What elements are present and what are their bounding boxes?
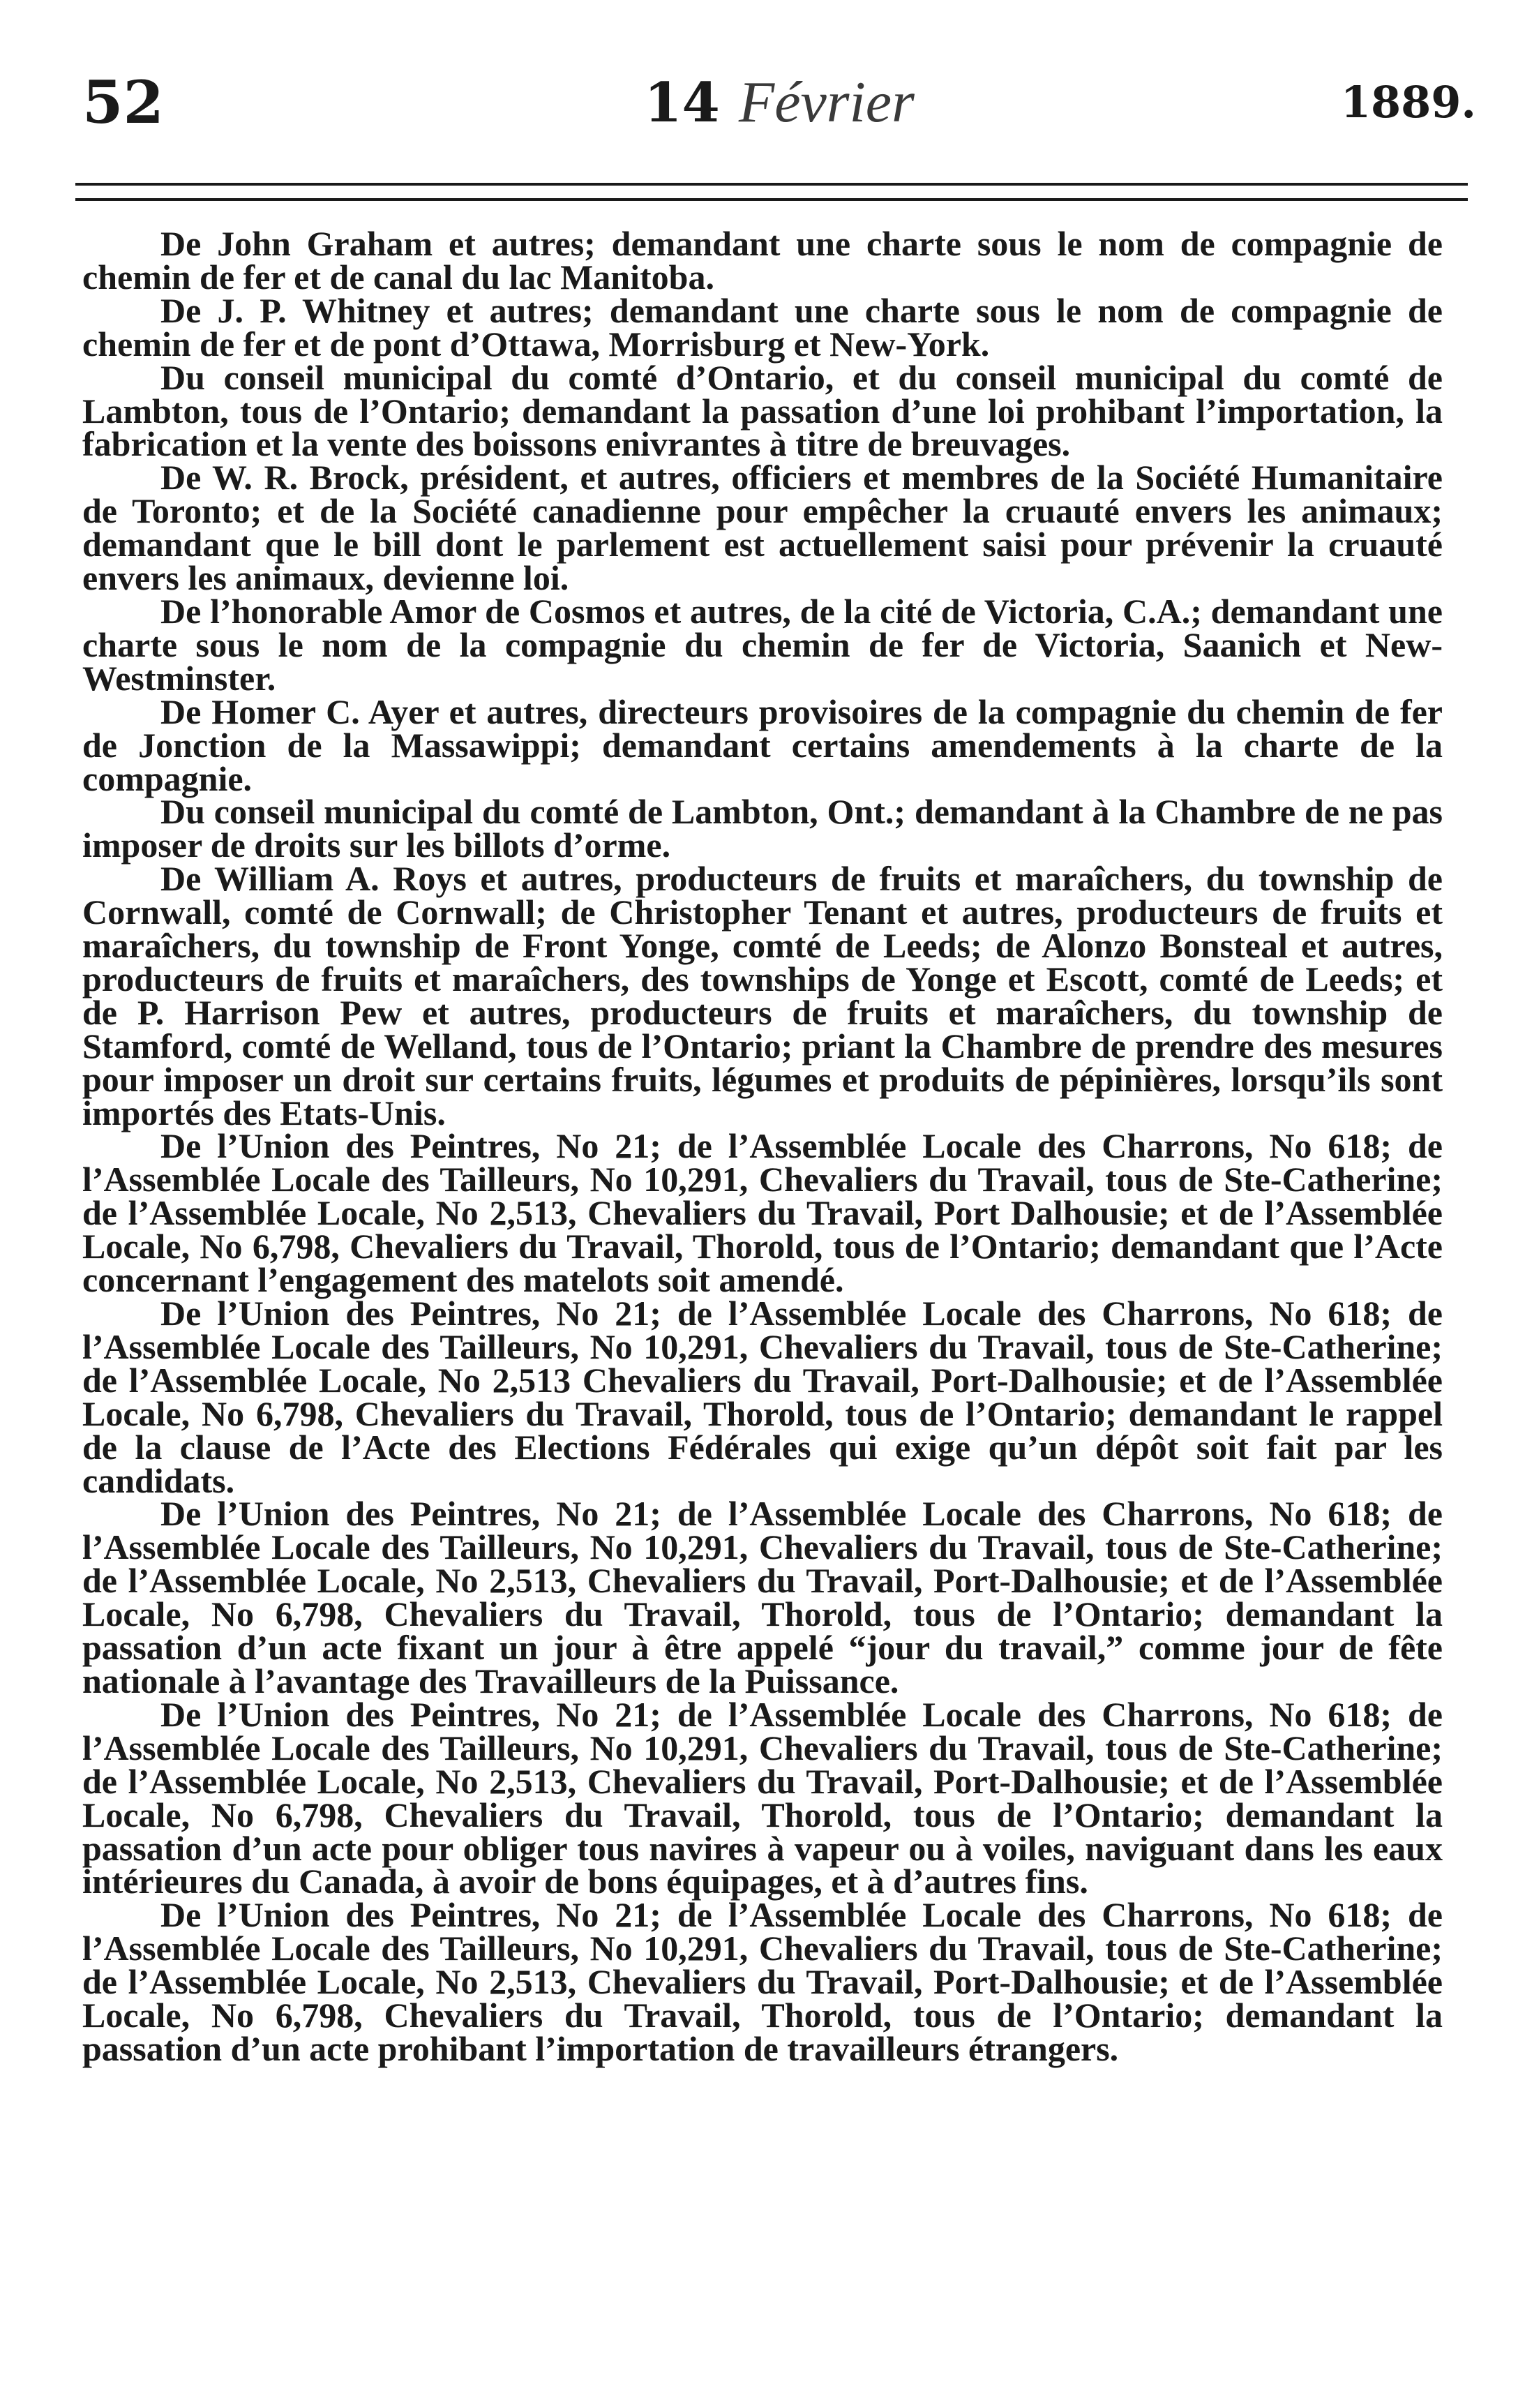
petition-paragraph: De l’Union des Peintres, No 21; de l’Assemblée Locale des Charrons, No 618; de l’Assemblée Locale des Tailleurs, No 10,291, Chevaliers du Travail, tous de Ste-Catherine; de l’Assemblée Locale, No 2,513, Chevaliers du Travail, Port-Dalhousie; et de l’Assemblée Locale, No 6,798, Chevaliers du Travail, Thorold, tous de l’Ontario; demandant la passation d’un acte prohibant l’importation de travailleurs étrangers.	[82, 1895, 1443, 2068]
header-double-rule	[75, 183, 1468, 201]
page-header	[82, 64, 1476, 141]
petition-paragraph: De W. R. Brock, président, et autres, officiers et membres de la Société Humanitaire de Toronto; et de la Société canadienne pour empêcher la cruauté envers les animaux; demandant que le bill dont le parlement est actuellement saisi pour prévenir la cruauté envers les animaux, devienne loi.	[82, 458, 1443, 598]
header-date	[82, 64, 1476, 142]
petitions-list	[82, 224, 1443, 2068]
petition-paragraph: De J. P. Whitney et autres; demandant une charte sous le nom de compagnie de chemin de fer et de pont d’Ottawa, Morrisburg et New-York.	[82, 290, 1443, 364]
petition-paragraph: Du conseil municipal du comté d’Ontario, et du conseil municipal du comté de Lambton, tous de l’Ontario; demandant la passation d’une loi prohibant l’importation, la fabrication et la vente des boissons enivrantes à titre de breuvages.	[82, 357, 1443, 464]
page-number: 52	[82, 68, 164, 137]
petition-paragraph: De l’Union des Peintres, No 21; de l’Assemblée Locale des Charrons, No 618; de l’Assemblée Locale des Tailleurs, No 10,291, Chevaliers du Travail, tous de Ste-Catherine; de l’Assemblée Locale, No 2,513, Chevaliers du Travail, Port-Dalhousie; et de l’Assemblée Locale, No 6,798, Chevaliers du Travail, Thorold, tous de l’Ontario; demandant la passation d’un acte pour obliger tous navires à vapeur ou à voiles, naviguant dans les eaux intérieures du Canada, à avoir de bons équipages, et à d’autres fins.	[82, 1694, 1443, 1901]
header-year: 1889.	[1340, 77, 1476, 128]
header-day: 14	[644, 71, 720, 135]
petition-paragraph: De l’honorable Amor de Cosmos et autres, de la cité de Victoria, C.A.; demandant une charte sous le nom de la compagnie du chemin de fer de Victoria, Saanich et New-Westminster.	[82, 591, 1443, 698]
header-month: Février	[738, 70, 915, 135]
petition-paragraph: Du conseil municipal du comté de Lambton, Ont.; demandant à la Chambre de ne pas imposer de droits sur les billots d’orme.	[82, 792, 1443, 865]
petition-paragraph: De John Graham et autres; demandant une charte sous le nom de compagnie de chemin de fer et de canal du lac Manitoba.	[82, 224, 1443, 297]
petition-paragraph: De l’Union des Peintres, No 21; de l’Assemblée Locale des Charrons, No 618; de l’Assemblée Locale des Tailleurs, No 10,291, Chevaliers du Travail, tous de Ste-Catherine; de l’Assemblée Locale, No 2,513, Chevaliers du Travail, Port Dalhousie; et de l’Assemblée Locale, No 6,798, Chevaliers du Travail, Thorold, tous de l’Ontario; demandant que l’Acte concernant l’engagement des matelots soit amendé.	[82, 1126, 1443, 1300]
petition-paragraph: De l’Union des Peintres, No 21; de l’Assemblée Locale des Charrons, No 618; de l’Assemblée Locale des Tailleurs, No 10,291, Chevaliers du Travail, tous de Ste-Catherine; de l’Assemblée Locale, No 2,513, Chevaliers du Travail, Port-Dalhousie; et de l’Assemblée Locale, No 6,798, Chevaliers du Travail, Thorold, tous de l’Ontario; demandant la passation d’un acte fixant un jour à être appelé “jour du travail,” comme jour de fête nationale à l’avantage des Travailleurs de la Puissance.	[82, 1494, 1443, 1700]
petition-paragraph: De Homer C. Ayer et autres, directeurs provisoires de la compagnie du chemin de fer de Jonction de la Massawippi; demandant certains amendements à la charte de la compagnie.	[82, 691, 1443, 798]
petition-paragraph: De l’Union des Peintres, No 21; de l’Assemblée Locale des Charrons, No 618; de l’Assemblée Locale des Tailleurs, No 10,291, Chevaliers du Travail, tous de Ste-Catherine; de l’Assemblée Locale, No 2,513 Chevaliers du Travail, Port-Dalhousie; et de l’Assemblée Locale, No 6,798, Chevaliers du Travail, Thorold, tous de l’Ontario; demandant le rappel de la clause de l’Acte des Elections Fédérales qui exige qu’un dépôt soit fait par les candidats.	[82, 1294, 1443, 1500]
petition-paragraph: De William A. Roys et autres, producteurs de fruits et maraîchers, du township de Cornwall, comté de Cornwall; de Christopher Tenant et autres, producteurs de fruits et maraîchers, du township de Front Yonge, comté de Leeds; de Alonzo Bonsteal et autres, producteurs de fruits et maraîchers, des townships de Yonge et Escott, comté de Leeds; et de P. Harrison Pew et autres, producteurs de fruits et maraîchers, du township de Stamford, comté de Welland, tous de l’Ontario; priant la Chambre de prendre des mesures pour imposer un droit sur certains fruits, légumes et produits de pépinières, lorsqu’ils sont importés des Etats-Unis.	[82, 859, 1443, 1132]
